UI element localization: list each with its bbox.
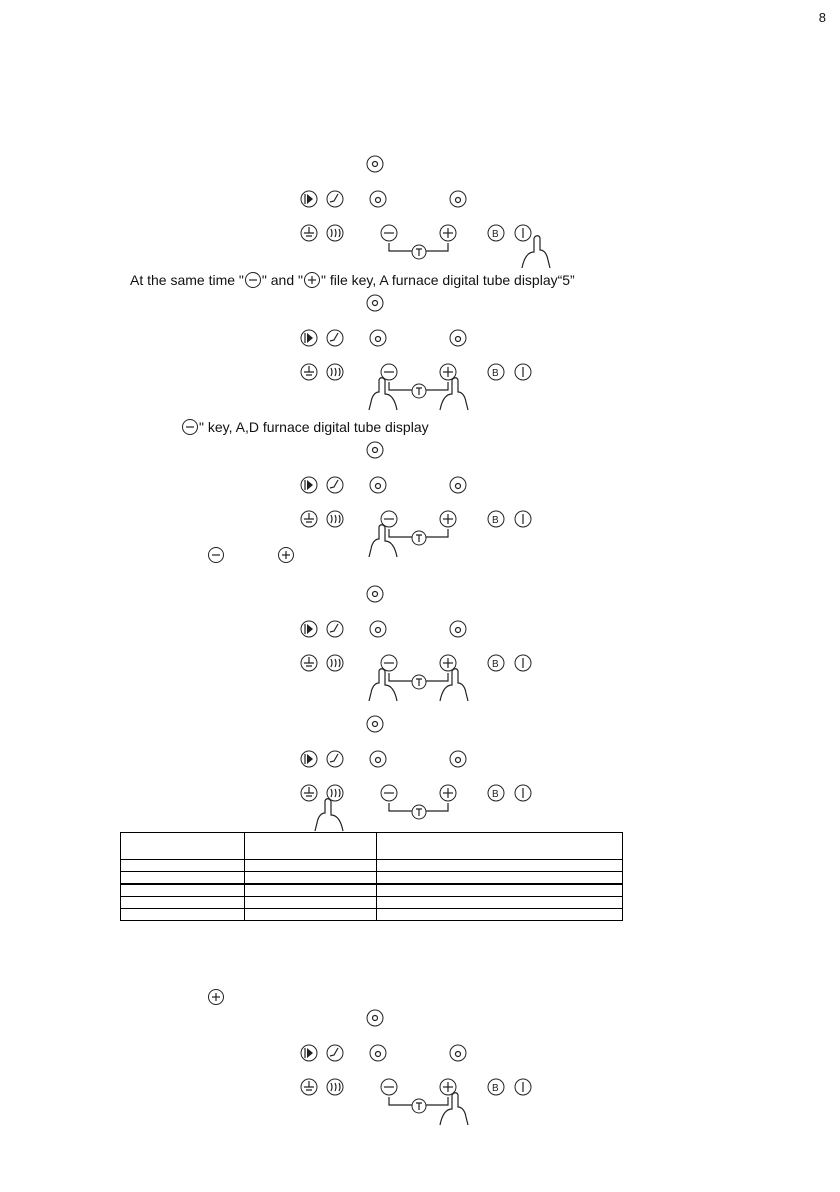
table-row bbox=[121, 897, 623, 909]
hand-pointer-icon bbox=[315, 799, 343, 831]
power-icon bbox=[515, 225, 531, 241]
caption-step-four bbox=[207, 546, 295, 567]
plus-circle-icon bbox=[440, 655, 456, 671]
key-lock-icon bbox=[412, 1099, 426, 1113]
lock-icon bbox=[301, 655, 317, 671]
lock-icon bbox=[301, 225, 317, 241]
zone-icon bbox=[370, 330, 386, 346]
bridge-b-label: B bbox=[492, 368, 499, 379]
panel-plus-press bbox=[290, 1008, 580, 1128]
minus-circle-icon bbox=[381, 1079, 397, 1095]
zone-icon bbox=[450, 477, 466, 493]
table-cell bbox=[245, 872, 377, 885]
table-cell bbox=[121, 897, 245, 909]
zone-icon bbox=[367, 442, 383, 458]
hand-pointer-icon bbox=[440, 378, 468, 410]
bridge-b-icon bbox=[488, 511, 504, 527]
zone-icon bbox=[367, 586, 383, 602]
minus-circle-icon bbox=[381, 511, 397, 527]
bridge-b-label: B bbox=[492, 515, 499, 526]
power-icon bbox=[515, 785, 531, 801]
plus-circle-icon bbox=[207, 988, 225, 1006]
zone-icon bbox=[450, 191, 466, 207]
timer-icon bbox=[327, 191, 343, 207]
plus-circle-icon bbox=[440, 785, 456, 801]
zone-icon bbox=[367, 716, 383, 732]
page-number: 8 bbox=[818, 10, 826, 25]
power-icon bbox=[515, 655, 531, 671]
caption-middle: " and " bbox=[261, 272, 303, 288]
bridge-b-icon bbox=[488, 364, 504, 380]
minus-circle-icon bbox=[381, 785, 397, 801]
zone-icon bbox=[370, 751, 386, 767]
zone-icon bbox=[370, 1045, 386, 1061]
caption-prefix: At the same time " bbox=[130, 272, 244, 288]
timer-icon bbox=[327, 477, 343, 493]
keep-warm-icon bbox=[327, 511, 343, 527]
pause-play-icon bbox=[301, 191, 317, 207]
key-lock-icon bbox=[412, 531, 426, 545]
panel-heat-press bbox=[290, 714, 580, 834]
zone-icon bbox=[367, 295, 383, 311]
table-cell bbox=[245, 833, 377, 860]
zone-icon bbox=[450, 1045, 466, 1061]
panel-minus-plus-press-2 bbox=[290, 584, 580, 704]
zone-icon bbox=[367, 156, 383, 172]
timer-icon bbox=[327, 751, 343, 767]
bridge-b-label: B bbox=[492, 659, 499, 670]
zone-icon bbox=[370, 477, 386, 493]
power-icon bbox=[515, 1079, 531, 1095]
table-cell bbox=[245, 897, 377, 909]
timer-icon bbox=[327, 1045, 343, 1061]
table-row bbox=[121, 872, 623, 885]
lock-icon bbox=[301, 511, 317, 527]
minus-circle-icon bbox=[207, 546, 225, 564]
zone-icon bbox=[450, 330, 466, 346]
pause-play-icon bbox=[301, 330, 317, 346]
plus-circle-icon bbox=[440, 511, 456, 527]
zone-icon bbox=[370, 191, 386, 207]
zone-icon bbox=[450, 621, 466, 637]
zone-icon bbox=[370, 621, 386, 637]
pause-play-icon bbox=[301, 621, 317, 637]
table-cell bbox=[121, 872, 245, 885]
minus-circle-icon bbox=[381, 364, 397, 380]
table-cell bbox=[377, 872, 623, 885]
bridge-b-label: B bbox=[492, 229, 499, 240]
minus-circle-icon bbox=[244, 271, 262, 289]
panel-minus-plus-press bbox=[290, 293, 580, 413]
table-header-row bbox=[121, 833, 623, 860]
zone-icon bbox=[367, 1010, 383, 1026]
pause-play-icon bbox=[301, 1045, 317, 1061]
hand-pointer-icon bbox=[369, 378, 397, 410]
table-cell bbox=[377, 860, 623, 872]
pause-play-icon bbox=[301, 751, 317, 767]
hand-pointer-icon bbox=[369, 525, 397, 557]
bridge-b-icon bbox=[488, 225, 504, 241]
table-row bbox=[121, 860, 623, 872]
minus-circle-icon bbox=[381, 655, 397, 671]
plus-circle-icon bbox=[440, 225, 456, 241]
hand-pointer-icon bbox=[440, 669, 468, 701]
table-cell bbox=[121, 860, 245, 872]
hand-pointer-icon bbox=[369, 669, 397, 701]
zone-icon bbox=[450, 751, 466, 767]
plus-circle-icon bbox=[440, 1079, 456, 1095]
pause-play-icon bbox=[301, 477, 317, 493]
table-cell bbox=[245, 884, 377, 897]
keep-warm-icon bbox=[327, 1079, 343, 1095]
minus-circle-icon bbox=[381, 225, 397, 241]
key-lock-icon bbox=[412, 675, 426, 689]
keep-warm-icon bbox=[327, 785, 343, 801]
caption-step-three bbox=[181, 418, 429, 436]
table-row bbox=[121, 909, 623, 921]
table-cell bbox=[377, 833, 623, 860]
caption-step-five bbox=[207, 988, 225, 1009]
table-cell bbox=[121, 884, 245, 897]
table-cell bbox=[245, 860, 377, 872]
timer-icon bbox=[327, 330, 343, 346]
timer-icon bbox=[327, 621, 343, 637]
table-row bbox=[121, 884, 623, 897]
lock-icon bbox=[301, 1079, 317, 1095]
settings-table bbox=[120, 832, 622, 921]
minus-circle-icon bbox=[181, 418, 199, 436]
keep-warm-icon bbox=[327, 364, 343, 380]
table-cell bbox=[121, 833, 245, 860]
lock-icon bbox=[301, 364, 317, 380]
hand-pointer-icon bbox=[440, 1093, 468, 1125]
power-icon bbox=[515, 511, 531, 527]
table-cell bbox=[377, 884, 623, 897]
key-lock-icon bbox=[412, 805, 426, 819]
bridge-b-icon bbox=[488, 655, 504, 671]
panel-power-press bbox=[290, 154, 580, 274]
caption-suffix: " key, A,D furnace digital tube display bbox=[199, 419, 429, 435]
bridge-b-icon bbox=[488, 1079, 504, 1095]
lock-icon bbox=[301, 785, 317, 801]
key-lock-icon bbox=[412, 384, 426, 398]
keep-warm-icon bbox=[327, 225, 343, 241]
panel-minus-press bbox=[290, 440, 580, 560]
bridge-b-label: B bbox=[492, 789, 499, 800]
keep-warm-icon bbox=[327, 655, 343, 671]
table-cell bbox=[377, 897, 623, 909]
table-cell bbox=[377, 909, 623, 921]
table-cell bbox=[121, 909, 245, 921]
bridge-b-label: B bbox=[492, 1083, 499, 1094]
table-cell bbox=[245, 909, 377, 921]
plus-circle-icon bbox=[440, 364, 456, 380]
bridge-b-icon bbox=[488, 785, 504, 801]
power-icon bbox=[515, 364, 531, 380]
key-lock-icon bbox=[412, 245, 426, 259]
caption-suffix: " file key, A furnace digital tube display“5” bbox=[320, 272, 575, 288]
